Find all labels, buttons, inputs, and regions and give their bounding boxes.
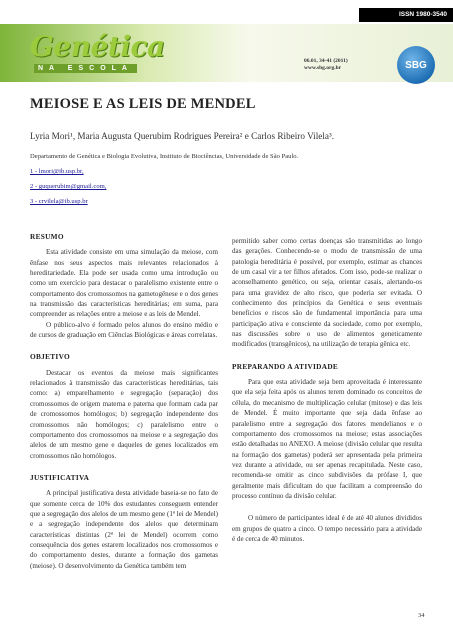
article-title: MEIOSE E AS LEIS DE MENDEL: [30, 96, 256, 112]
objetivo-paragraph: Destacar os eventos da meiose mais significantes relacionados à transmissão das características hereditárias, tais como: a) emparelhamento e segregação (separação) dos cromossomos de origem materna e paterna que formam cada par de cromossomos homólogos; b) segregação independente dos cromossomos não homólogos; c) paralelismo entre o comportamento dos cromossomos na meiose e a segregação dos alelos de um mesmo gene e daqueles de genes localizados em cromossomos não homólogos.: [30, 368, 218, 460]
justificativa-paragraph: A principal justificativa desta atividade baseia-se no fato de que somente cerca de 10% dos estudantes conseguem entender que a segregação dos alelos de um mesmo gene (1ª lei de Mendel) e a segregação independente dos alelos que determinam características distintas (2ª lei de Mendel) ocorrem como consequência dos genes estarem localizados nos cromossomos e do comportamento destes, durante a formação dos gametas (meiose). O desenvolvimento da Genética também tem: [30, 489, 218, 570]
resumo-paragraph: Esta atividade consiste em uma simulação da meiose, com ênfase nos seus aspectos mais relevantes relacionados à hereditariedade. Ela pode ser usada como uma introdução ou como um exercício para destacar o paralelismo existente entre o comportamento dos cromossomos na gametogênese e o dos genes na transmissão das características hereditárias; em suma, para compreender as relações entre a meiose e as leis de Mendel.: [30, 248, 218, 319]
issn-label: ISSN 1980-3540: [359, 8, 453, 22]
journal-logo-subtitle: NA ESCOLA: [34, 64, 137, 73]
page-number: 34: [418, 612, 425, 619]
journal-logo-title: Genética: [30, 30, 165, 63]
issue-reference: [304, 58, 348, 72]
preparando-paragraph: Para que esta atividade seja bem aproveitada é interessante que ela seja feita após os alunos terem dominado os conceitos de célula, do mecanismo de multiplicação celular (mitose) e das leis de Mendel. É muito importante que seja dada ênfase ao paralelismo entre a segregação dos fatores mendelianos e o comportamento dos cromossomos na meiose; estas associações estão detalhadas no ANEXO. A meiose (divisão celular que resulta na formação dos gametas) poderá ser apresentada pela primeira vez durante a atividade, ou ser apenas recapitulada. Neste caso, recomenda-se omitir as cinco subdivisões da prófase I, que geralmente mais dificultam do que facilitam a compreensão do processo contínuo da divisão celular.: [232, 378, 422, 500]
preparando-paragraph: O número de participantes ideal é de até 40 alunos divididos em grupos de quatro a cinco. O tempo necessário para a atividade é de cerca de 40 minutos.: [232, 514, 422, 543]
resumo-paragraph: O público-alvo é formado pelos alunos do ensino médio e de cursos de graduação em Ciências Biológicas e áreas correlatas.: [30, 320, 218, 340]
journal-url: www.sbg.org.br: [304, 65, 342, 71]
justificativa-continuation: permitido saber como certas doenças são transmitidas ao longo das gerações. Conhecendo-se o modo de transmissão de uma patologia hereditária é possível, por exemplo, estimar as chances de um casal vir a ter filhos afetados. Com isso, pode-se realizar o aconselhamento genético, ou seja, orientar casais, alertando-os para uma gravidez de alto risco, que poderia ser evitada. O conhecimento dos princípios da Genética e seus eventuais benefícios e riscos são de fundamental importância para uma participação ativa e consciente da sociedade, como por exemplo, nas discussões sobre o uso de alimentos geneticamente modificados (transgênicos), na utilização de terapia gênica etc.: [232, 237, 422, 349]
author-email-link[interactable]: 2 - guquerubim@gmail.com,: [30, 183, 107, 190]
author-email-link[interactable]: 1 - lmori@ib.usp.br,: [30, 168, 84, 175]
sbg-logo-icon: SBG: [397, 46, 435, 84]
section-heading-preparando: PREPARANDO A ATIVIDADE: [232, 361, 339, 371]
left-column: [30, 232, 218, 571]
issue-volume-pages: 06.01, 34-41 (2011): [304, 58, 348, 64]
section-heading-resumo: RESUMO: [30, 232, 64, 241]
author-affiliation: Departamento de Genética e Biologia Evolutiva, Instituto de Biociências, Universidade de São Paulo.: [30, 153, 299, 160]
author-email-link[interactable]: 3 - crvilela@ib.usp.br: [30, 198, 88, 205]
issn-bar: [0, 0, 453, 24]
section-heading-objetivo: OBJETIVO: [30, 352, 70, 362]
article-authors: Lyria Mori¹, Maria Augusta Querubim Rodrigues Pereira² e Carlos Ribeiro Vilela³.: [30, 131, 335, 141]
right-column: [232, 236, 422, 544]
section-heading-justificativa: JUSTIFICATIVA: [30, 472, 90, 482]
